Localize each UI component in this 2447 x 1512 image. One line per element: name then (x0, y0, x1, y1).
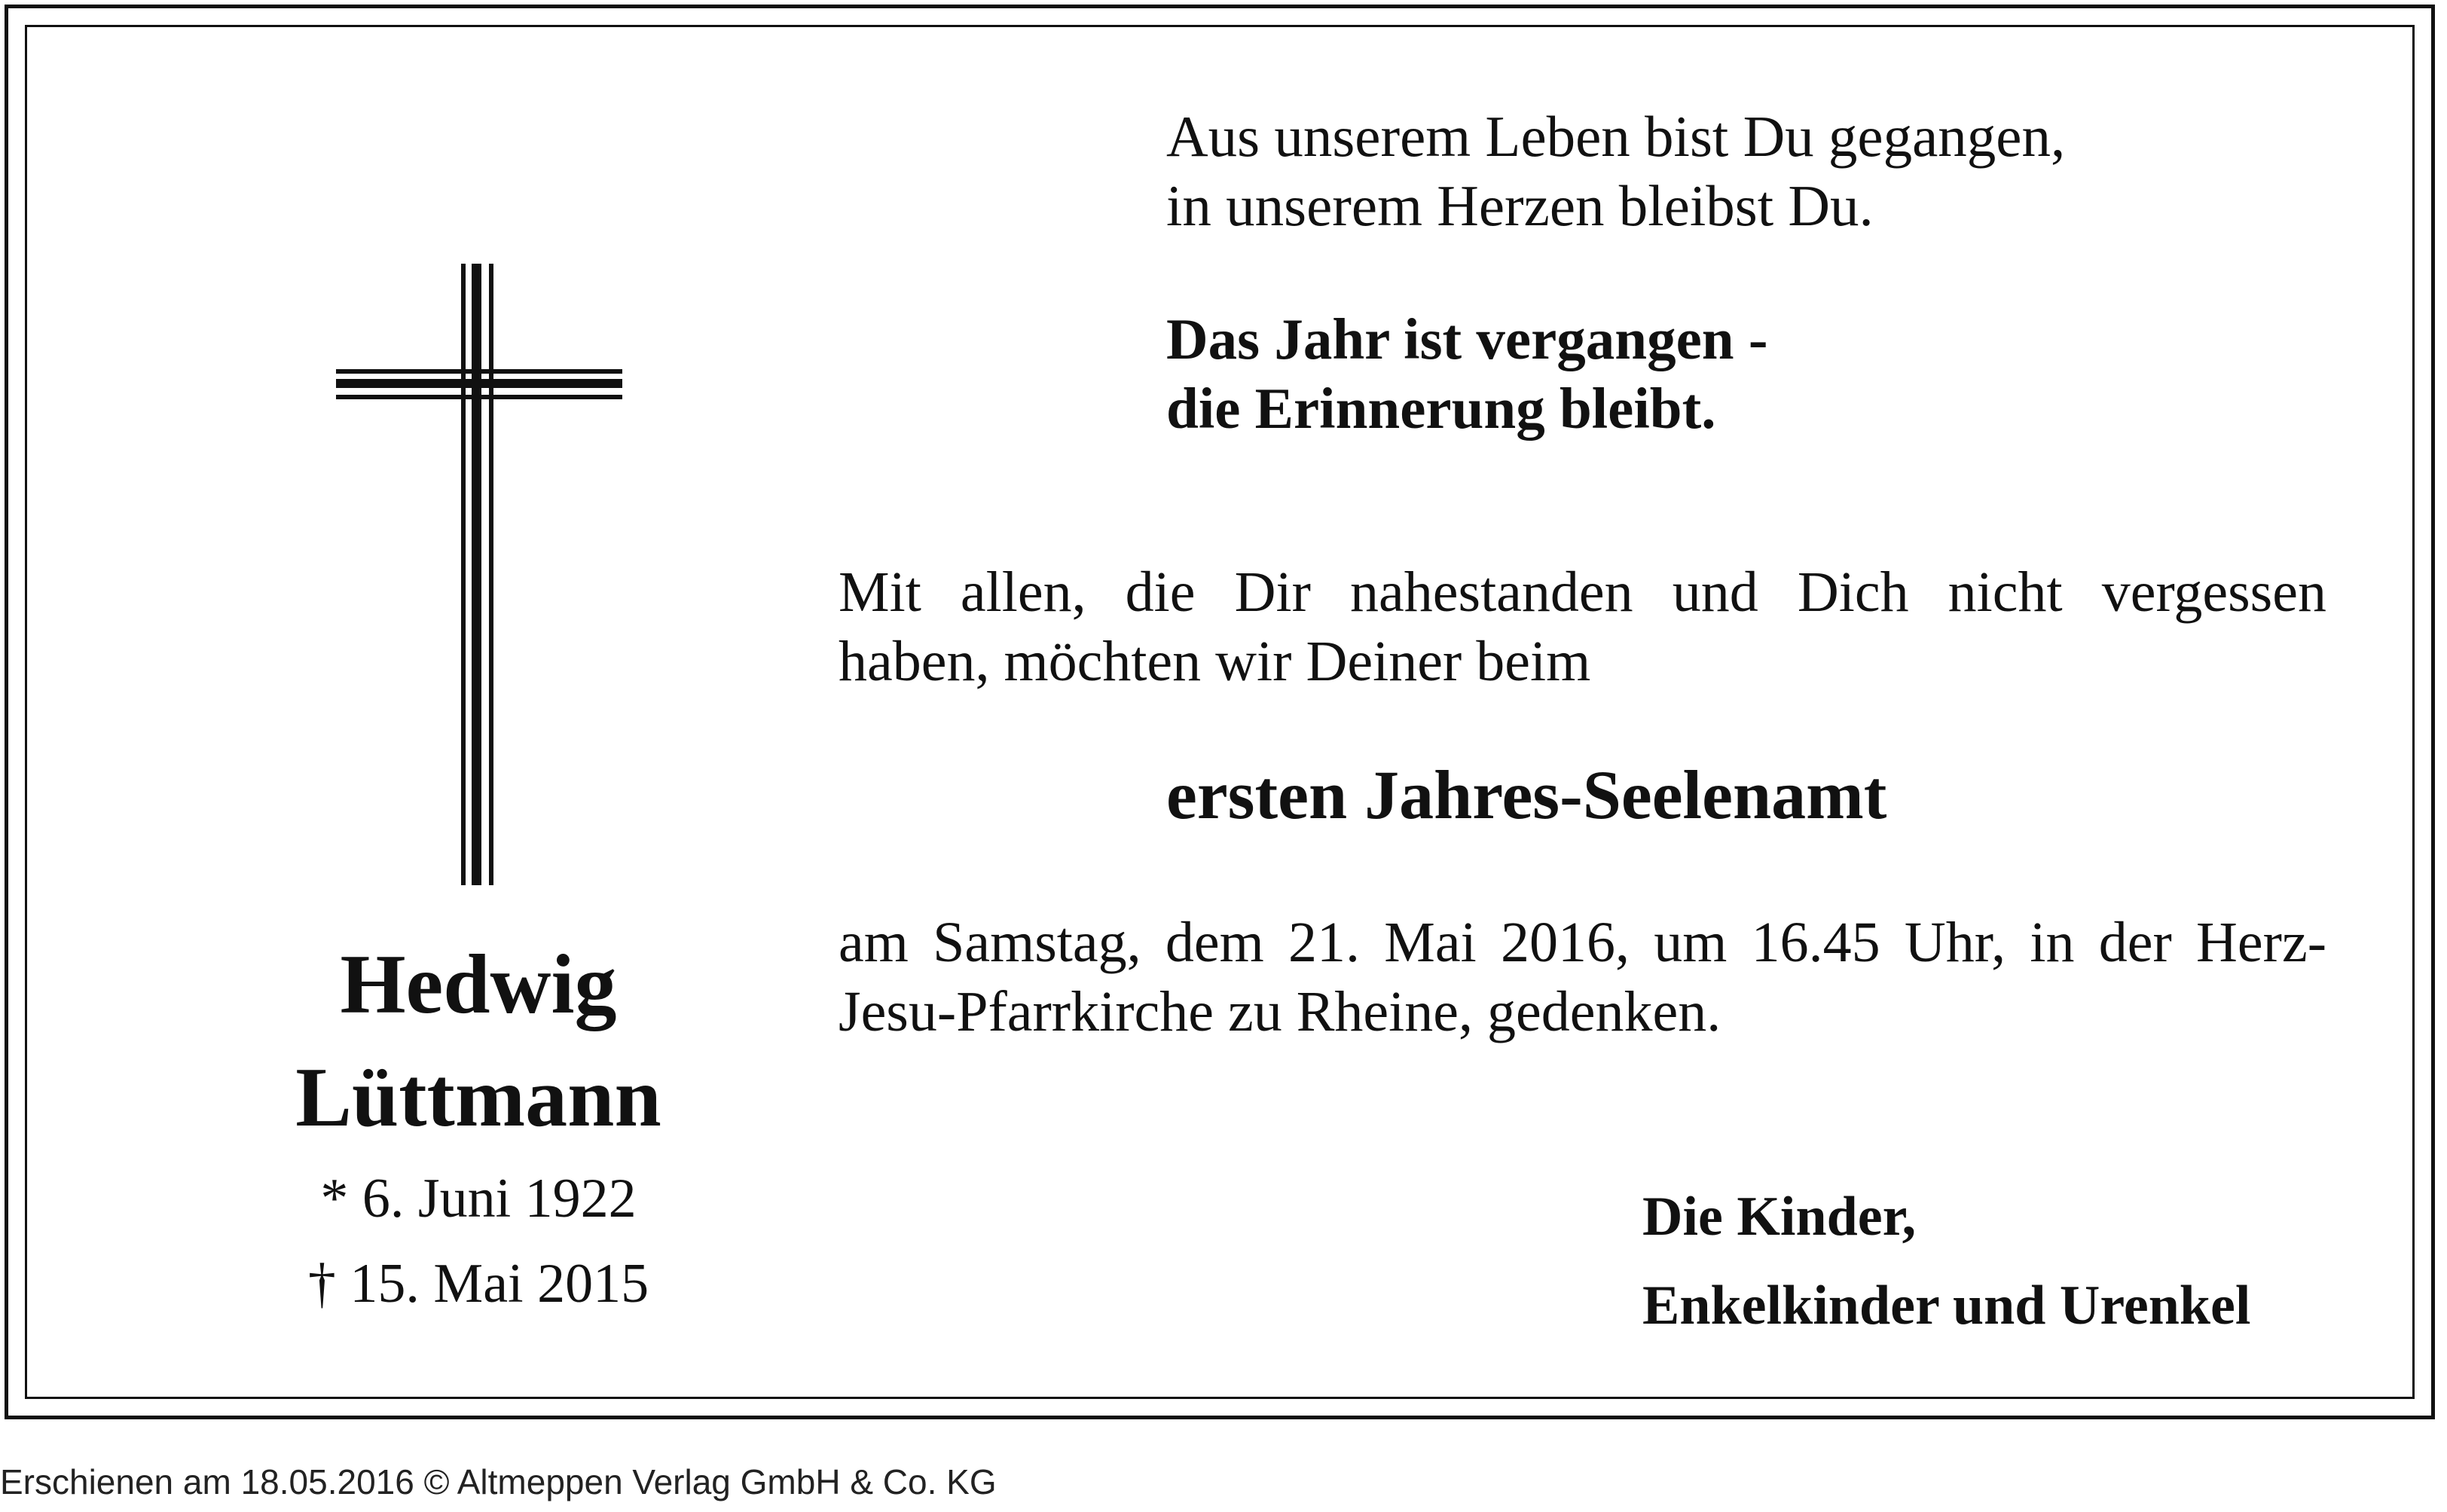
details-paragraph (839, 908, 2326, 1046)
publication-footer: Erschienen am 18.05.2016 © Altmeppen Verlag GmbH & Co. KG (0, 1462, 997, 1501)
cross-icon (336, 264, 622, 885)
event-title: ersten Jahres-Seelenamt (1166, 756, 1887, 833)
verse-line-1: Aus unserem Leben bist Du gegangen, (1166, 104, 2066, 169)
motto (1166, 304, 1768, 443)
verse (1166, 102, 2065, 240)
intro-paragraph (839, 557, 2326, 696)
signature (1642, 1172, 2250, 1350)
verse-line-2: in unserem Herzen bleibst Du. (1166, 173, 1874, 238)
death-date: † 15. Mai 2015 (307, 1253, 649, 1315)
intro-line-2: haben, möchten wir Deiner beim (839, 630, 1591, 693)
signature-line-1: Die Kinder, (1642, 1186, 1917, 1248)
deceased-last-name: Lüttmann (295, 1051, 661, 1144)
motto-line-2: die Erinnerung bleibt. (1166, 376, 1716, 441)
details-line-1: am Samstag, dem 21. Mai 2016, um 16.45 Uhr, in der Herz- (839, 911, 2326, 974)
deceased-first-name: Hedwig (340, 938, 617, 1031)
motto-line-1: Das Jahr ist vergangen - (1166, 307, 1768, 371)
signature-line-2: Enkelkinder und Urenkel (1642, 1275, 2251, 1336)
details-line-2: Jesu-Pfarrkirche zu Rheine, gedenken. (839, 980, 1721, 1043)
birth-date: * 6. Juni 1922 (320, 1168, 637, 1229)
intro-line-1: Mit allen, die Dir nahestanden und Dich nicht vergessen (839, 561, 2326, 624)
